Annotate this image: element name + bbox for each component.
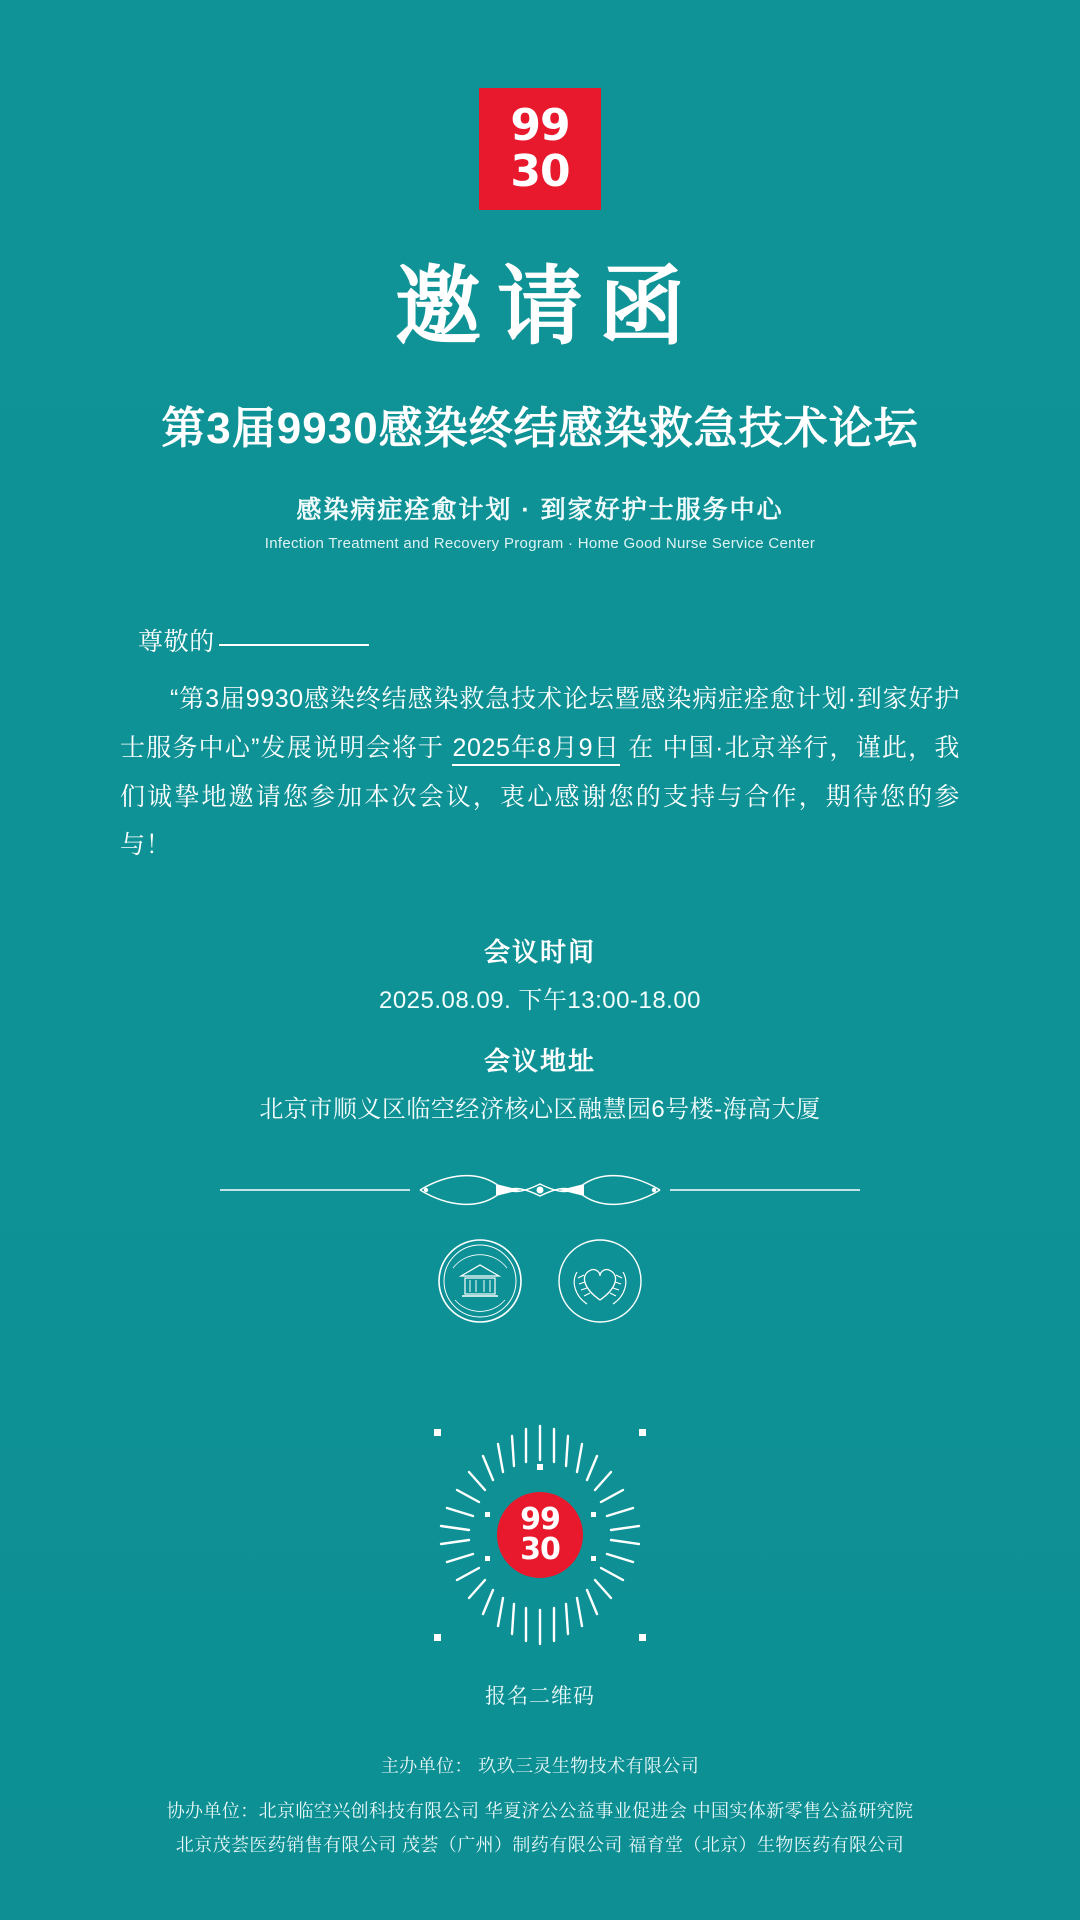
brand-logo-bottom-text: 30 <box>510 146 570 197</box>
salutation-line <box>138 618 960 667</box>
recipient-name-blank <box>219 644 369 646</box>
meeting-address-label: 会议地址 <box>483 1046 596 1077</box>
letter-text-after-date: 在 中国·北京举行，谨此，我们诚挚地邀请您参加本次会议，衷心感谢您的支持与合作，期待您的参与！ <box>120 733 960 860</box>
organization-seals <box>437 1238 643 1324</box>
footer-cohost-line-1: 协办单位：北京临空兴创科技有限公司 华夏济公公益事业促进会 中国实体新零售公益研究院 <box>166 1800 914 1821</box>
brand-logo-9930 <box>479 88 601 210</box>
meeting-info <box>259 932 820 1124</box>
event-date-underlined: 2025年8月9日 <box>452 734 620 766</box>
meeting-time-value: 2025.08.09. 下午13:00-18.00 <box>378 987 702 1015</box>
ornament-divider-icon <box>220 1170 860 1210</box>
seal-institute <box>437 1238 523 1324</box>
qr-center-top-text: 99 <box>520 1502 560 1538</box>
meeting-time-label: 会议时间 <box>483 937 596 968</box>
brand-logo-top-text: 99 <box>510 100 570 151</box>
info-spacer <box>259 1015 820 1041</box>
letter-text-before-date: “第3届9930感染终结感染救急技术论坛暨感染病症痊愈计划·到家好护士服务中心”发展说明会将于 <box>120 685 960 762</box>
footer-host: 主办单位： 玖玖三灵生物技术有限公司 <box>380 1756 700 1777</box>
letter-paragraph <box>120 675 960 870</box>
program-name-cn: 感染病症痊愈计划 · 到家好护士服务中心 <box>296 496 784 525</box>
seal-institute-icon <box>437 1238 523 1324</box>
seal-foundation <box>557 1238 643 1324</box>
footer-organizations <box>0 1749 1080 1862</box>
qr-caption: 报名二维码 <box>485 1685 595 1709</box>
forum-subtitle: 第3届9930感染终结感染救急技术论坛 <box>161 404 919 454</box>
registration-qr-code[interactable] <box>425 1420 655 1650</box>
qr-center-bottom-text: 30 <box>520 1532 560 1568</box>
ornament-divider <box>220 1170 860 1210</box>
footer-cohost-line-2: 北京茂荟医药销售有限公司 茂荟（广州）制药有限公司 福育堂（北京）生物医药有限公司 <box>175 1834 905 1855</box>
invitation-letter <box>120 618 960 870</box>
salutation-text: 尊敬的 <box>138 628 215 657</box>
page-title: 邀请函 <box>395 259 701 355</box>
program-name-en: Infection Treatment and Recovery Program · Home Good Nurse Service Center <box>264 535 816 553</box>
qr-center-logo <box>497 1492 583 1578</box>
seal-foundation-icon <box>557 1238 643 1324</box>
meeting-address-value: 北京市顺义区临空经济核心区融慧园6号楼-海高大厦 <box>259 1096 821 1124</box>
